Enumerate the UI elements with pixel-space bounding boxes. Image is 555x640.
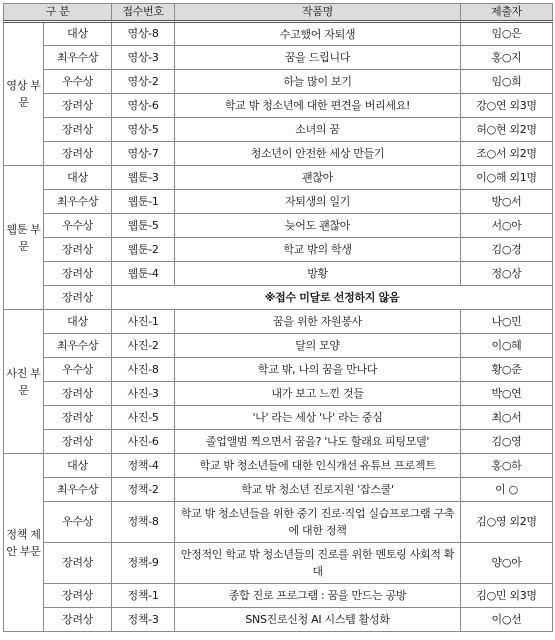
table-row bbox=[4, 310, 553, 334]
note-cell: ※접수 미달로 선정하지 않음 bbox=[112, 286, 553, 310]
award-cell: 우수상 bbox=[44, 358, 112, 382]
title-cell: 종합 진로 프로그램 : 꿈을 만드는 공방 bbox=[175, 584, 461, 608]
receipt-no-cell: 영상-6 bbox=[112, 94, 175, 118]
header-title: 작품명 bbox=[175, 4, 461, 22]
table-row bbox=[4, 406, 553, 430]
title-cell: '나' 라는 세상 '나' 라는 중심 bbox=[175, 406, 461, 430]
table-row bbox=[4, 46, 553, 70]
submitter-cell: 황○준 bbox=[461, 358, 553, 382]
award-cell: 대상 bbox=[44, 22, 112, 46]
title-cell: 수고했어 자퇴생 bbox=[175, 22, 461, 46]
category-cell: 사진 부문 bbox=[4, 310, 44, 454]
title-cell: 꿈을 위한 자원봉사 bbox=[175, 310, 461, 334]
title-cell: 학교 밖 청소년 진로지원 '잡스쿨' bbox=[175, 478, 461, 502]
title-cell: 학교 밖 청소년들에 대한 인식개선 유튜브 프로젝트 bbox=[175, 454, 461, 478]
submitter-cell: 양○아 bbox=[461, 543, 553, 584]
receipt-no-cell: 웹툰-1 bbox=[112, 190, 175, 214]
table-row bbox=[4, 430, 553, 454]
table-row bbox=[4, 584, 553, 608]
header-category: 구 분 bbox=[4, 4, 112, 22]
award-cell: 장려상 bbox=[44, 406, 112, 430]
submitter-cell: 이○혜 bbox=[461, 334, 553, 358]
table-body bbox=[4, 22, 553, 632]
table-row bbox=[4, 478, 553, 502]
award-cell: 장려상 bbox=[44, 94, 112, 118]
award-cell: 장려상 bbox=[44, 608, 112, 632]
receipt-no-cell: 웹툰-5 bbox=[112, 214, 175, 238]
submitter-cell: 방○서 bbox=[461, 190, 553, 214]
receipt-no-cell: 정책-3 bbox=[112, 608, 175, 632]
receipt-no-cell: 정책-2 bbox=[112, 478, 175, 502]
award-cell: 장려상 bbox=[44, 430, 112, 454]
award-cell: 최우수상 bbox=[44, 478, 112, 502]
title-cell: 소녀의 꿈 bbox=[175, 118, 461, 142]
category-cell: 정책 제안 부문 bbox=[4, 454, 44, 632]
submitter-cell: 박○연 bbox=[461, 382, 553, 406]
receipt-no-cell: 사진-1 bbox=[112, 310, 175, 334]
submitter-cell: 이 ○ bbox=[461, 478, 553, 502]
receipt-no-cell: 사진-5 bbox=[112, 406, 175, 430]
title-cell: 학교 밖 청소년에 대한 편견을 버리세요! bbox=[175, 94, 461, 118]
award-cell: 장려상 bbox=[44, 262, 112, 286]
title-cell: 내가 보고 느낀 것들 bbox=[175, 382, 461, 406]
title-cell: 방황 bbox=[175, 262, 461, 286]
submitter-cell: 홍○지 bbox=[461, 46, 553, 70]
header-submitter: 제출자 bbox=[461, 4, 553, 22]
submitter-cell: 최○서 bbox=[461, 406, 553, 430]
submitter-cell: 허○현 외2명 bbox=[461, 118, 553, 142]
submitter-cell: 김○경 bbox=[461, 238, 553, 262]
submitter-cell: 임○은 bbox=[461, 22, 553, 46]
table-row bbox=[4, 22, 553, 46]
submitter-cell: 정○상 bbox=[461, 262, 553, 286]
table-row bbox=[4, 608, 553, 632]
submitter-cell: 나○민 bbox=[461, 310, 553, 334]
award-cell: 최우수상 bbox=[44, 46, 112, 70]
submitter-cell: 강○연 외3명 bbox=[461, 94, 553, 118]
award-cell: 장려상 bbox=[44, 238, 112, 262]
award-cell: 대상 bbox=[44, 310, 112, 334]
table-row bbox=[4, 94, 553, 118]
receipt-no-cell: 사진-2 bbox=[112, 334, 175, 358]
table-row bbox=[4, 382, 553, 406]
submitter-cell: 이○선 bbox=[461, 608, 553, 632]
table-row bbox=[4, 190, 553, 214]
title-cell: 청소년이 안전한 세상 만들기 bbox=[175, 142, 461, 166]
award-results-table bbox=[3, 3, 553, 632]
title-cell: 학교 밖 청소년들을 위한 중기 진로·직업 실습프로그램 구축에 대한 정책 bbox=[175, 502, 461, 543]
table-row bbox=[4, 118, 553, 142]
receipt-no-cell: 사진-8 bbox=[112, 358, 175, 382]
table-row bbox=[4, 166, 553, 190]
receipt-no-cell: 사진-6 bbox=[112, 430, 175, 454]
receipt-no-cell: 영상-8 bbox=[112, 22, 175, 46]
table-row bbox=[4, 70, 553, 94]
table-row bbox=[4, 358, 553, 382]
submitter-cell: 조○서 외2명 bbox=[461, 142, 553, 166]
header-row bbox=[4, 4, 553, 22]
title-cell: 학교 밖의 학생 bbox=[175, 238, 461, 262]
award-cell: 장려상 bbox=[44, 142, 112, 166]
title-cell: 꿈을 드립니다 bbox=[175, 46, 461, 70]
title-cell: 안정적인 학교 밖 청소년들의 진로를 위한 멘토링 사회적 확대 bbox=[175, 543, 461, 584]
title-cell: 학교 밖, 나의 꿈을 만나다 bbox=[175, 358, 461, 382]
submitter-cell: 임○희 bbox=[461, 70, 553, 94]
receipt-no-cell: 영상-3 bbox=[112, 46, 175, 70]
title-cell: 늦어도 괜찮아 bbox=[175, 214, 461, 238]
title-cell: SNS진로신청 AI 시스템 활성화 bbox=[175, 608, 461, 632]
table-row bbox=[4, 262, 553, 286]
submitter-cell: 김○영 bbox=[461, 430, 553, 454]
submitter-cell: 이○해 외1명 bbox=[461, 166, 553, 190]
receipt-no-cell: 영상-7 bbox=[112, 142, 175, 166]
category-cell: 웹툰 부문 bbox=[4, 166, 44, 310]
submitter-cell: 김○민 외3명 bbox=[461, 584, 553, 608]
receipt-no-cell: 정책-1 bbox=[112, 584, 175, 608]
submitter-cell: 김○영 외2명 bbox=[461, 502, 553, 543]
award-cell: 장려상 bbox=[44, 543, 112, 584]
award-cell: 장려상 bbox=[44, 382, 112, 406]
title-cell: 달의 모양 bbox=[175, 334, 461, 358]
receipt-no-cell: 영상-5 bbox=[112, 118, 175, 142]
title-cell: 하늘 많이 보기 bbox=[175, 70, 461, 94]
table-row bbox=[4, 142, 553, 166]
receipt-no-cell: 정책-9 bbox=[112, 543, 175, 584]
table-row bbox=[4, 286, 553, 310]
receipt-no-cell: 웹툰-2 bbox=[112, 238, 175, 262]
award-cell: 대상 bbox=[44, 454, 112, 478]
submitter-cell: 서○아 bbox=[461, 214, 553, 238]
title-cell: 괜찮아 bbox=[175, 166, 461, 190]
receipt-no-cell: 웹툰-3 bbox=[112, 166, 175, 190]
category-cell: 영상 부문 bbox=[4, 22, 44, 166]
receipt-no-cell: 정책-4 bbox=[112, 454, 175, 478]
header-receipt-no: 접수번호 bbox=[112, 4, 175, 22]
award-cell: 우수상 bbox=[44, 502, 112, 543]
receipt-no-cell: 웹툰-4 bbox=[112, 262, 175, 286]
title-cell: 자퇴생의 일기 bbox=[175, 190, 461, 214]
table-row bbox=[4, 502, 553, 543]
receipt-no-cell: 사진-3 bbox=[112, 382, 175, 406]
table-row bbox=[4, 214, 553, 238]
award-cell: 최우수상 bbox=[44, 334, 112, 358]
table-row bbox=[4, 454, 553, 478]
award-cell: 장려상 bbox=[44, 584, 112, 608]
submitter-cell: 홍○하 bbox=[461, 454, 553, 478]
award-cell: 우수상 bbox=[44, 70, 112, 94]
award-cell: 장려상 bbox=[44, 118, 112, 142]
title-cell: 졸업앨범 찍으면서 꿈을? '나도 할래요 피팅모델' bbox=[175, 430, 461, 454]
table-row bbox=[4, 238, 553, 262]
award-cell: 장려상 bbox=[44, 286, 112, 310]
award-cell: 최우수상 bbox=[44, 190, 112, 214]
award-cell: 우수상 bbox=[44, 214, 112, 238]
receipt-no-cell: 영상-2 bbox=[112, 70, 175, 94]
table-row bbox=[4, 334, 553, 358]
table-row bbox=[4, 543, 553, 584]
award-cell: 대상 bbox=[44, 166, 112, 190]
receipt-no-cell: 정책-8 bbox=[112, 502, 175, 543]
